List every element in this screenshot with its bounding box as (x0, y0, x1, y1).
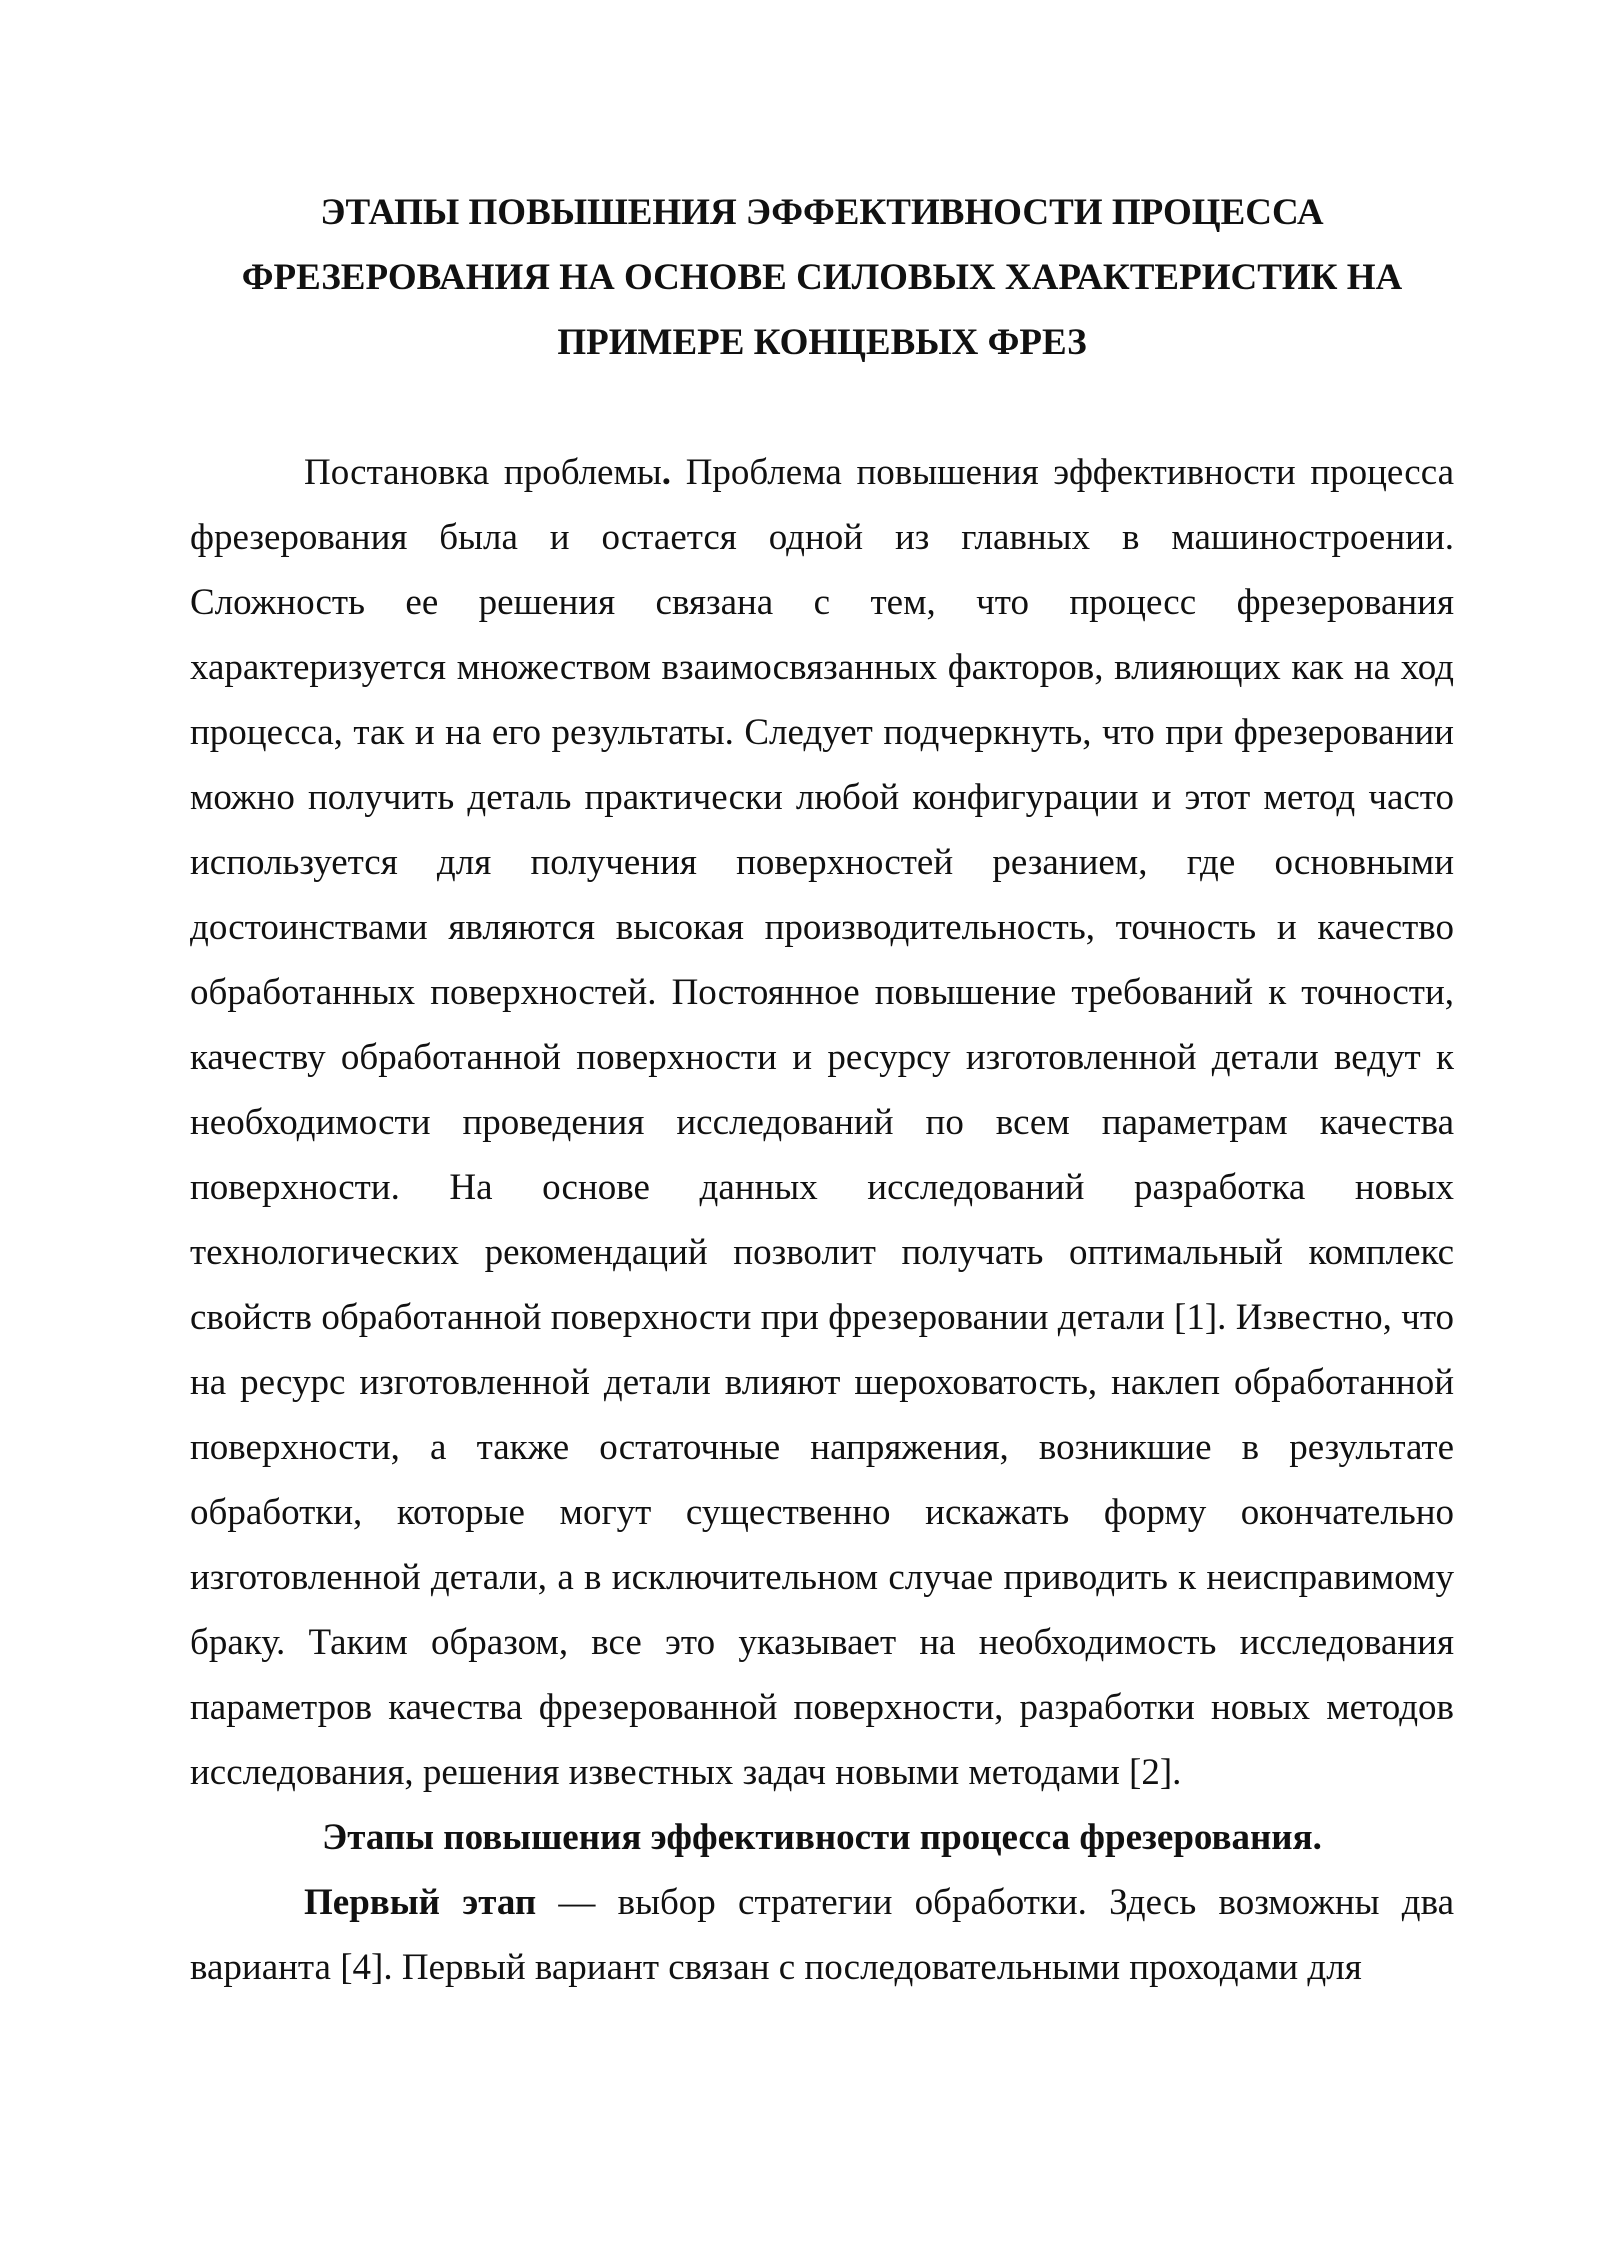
title-line: ЭТАПЫ ПОВЫШЕНИЯ ЭФФЕКТИВНОСТИ ПРОЦЕССА (320, 192, 1324, 233)
paragraph-first-stage (190, 1870, 1454, 2000)
paragraph-problem-statement (190, 440, 1454, 1805)
paragraph-text: — выбор стратегии обработки. Здесь возможны два варианта [4]. Первый вариант связан с последовательными проходами для (190, 1882, 1454, 1988)
title-line: ПРИМЕРЕ КОНЦЕВЫХ ФРЕЗ (557, 322, 1087, 363)
paragraph-text: Проблема повышения эффективности процесса фрезерования была и остается одной из главных в машиностроении. Сложность ее решения связана с тем, что процесс фрезерования характеризуется множеством взаимосвязанных факторов, влияющих как на ход процесса, так и на его результаты. Следует подчеркнуть, что при фрезеровании можно получить деталь практически любой конфигурации и этот метод часто используется для получения поверхностей резанием, где основными достоинствами являются высокая производительность, точность и качество обработанных поверхностей. Постоянное повышение требований к точности, качеству обработанной поверхности и ресурсу изготовленной детали ведут к необходимости проведения исследований по всем параметрам качества поверхности. На основе данных исследований разработка новых технологических рекомендаций позволит получать оптимальный комплекс свойств обработанной поверхности при фрезеровании детали [1]. Известно, что на ресурс изготовленной детали влияют шероховатость, наклеп обработанной поверхности, а также остаточные напряжения, возникшие в результате обработки, которые могут существенно искажать форму окончательно изготовленной детали, а в исключительном случае приводить к неисправимому браку. Таким образом, все это указывает на необходимость исследования параметров качества фрезерованной поверхности, разработки новых методов исследования, решения известных задач новыми методами [2]. (190, 452, 1454, 1793)
paragraph-lead: Первый этап (304, 1882, 537, 1923)
section-heading: Этапы повышения эффективности процесса фрезерования. (322, 1817, 1322, 1858)
document-body (190, 440, 1454, 2000)
title-line: ФРЕЗЕРОВАНИЯ НА ОСНОВЕ СИЛОВЫХ ХАРАКТЕРИСТИК НА (241, 257, 1403, 298)
paragraph-lead: Постановка проблемы (304, 452, 662, 493)
document-title (190, 180, 1454, 375)
paragraph-lead-period: . (661, 452, 672, 493)
